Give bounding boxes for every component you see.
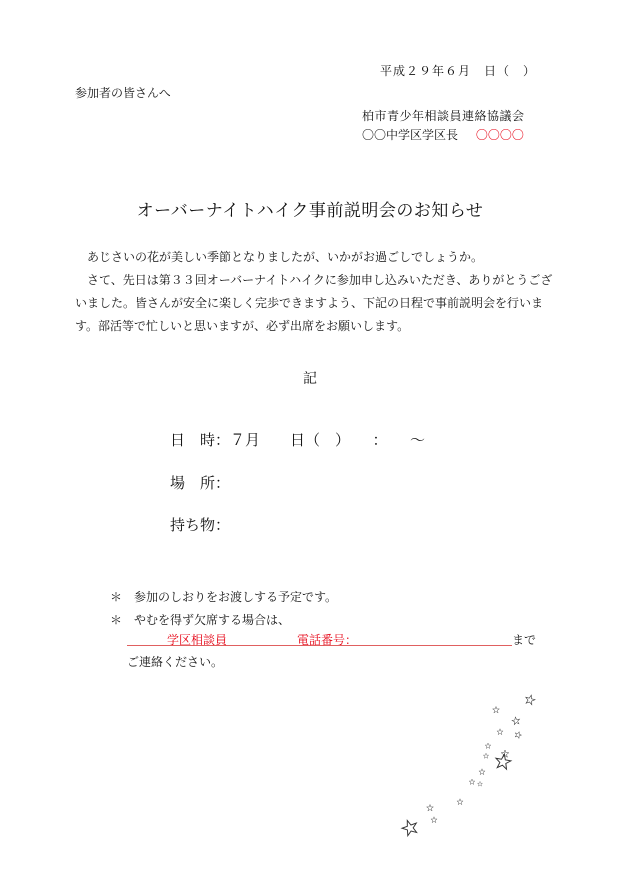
sender-title: 〇〇中学区学区長: [362, 128, 459, 142]
star-icon: [478, 781, 483, 786]
note-2: ＊ やむを得ず欠席する場合は、: [110, 613, 291, 627]
star-icon: [483, 753, 488, 758]
star-icon: [469, 779, 475, 784]
body-paragraph-1: あじさいの花が美しい季節となりましたが、いかがお過ごしでしょうか。: [87, 250, 484, 264]
sender-name: 〇〇〇〇: [475, 128, 524, 142]
star-icon: [427, 805, 434, 811]
page-title: オーバーナイトハイク事前説明会のお知らせ: [136, 201, 484, 221]
note-1: ＊ 参加のしおりをお渡しする予定です。: [110, 590, 338, 604]
addressee: 参加者の皆さんへ: [75, 86, 171, 100]
star-icon: [400, 818, 419, 837]
star-icon: [512, 716, 521, 724]
star-icon: [497, 729, 503, 735]
contact-phone-label: 電話番号：: [297, 633, 358, 647]
contact-person-label: 学区相談員: [167, 633, 228, 647]
detail-place: 場 所：: [170, 474, 231, 492]
contact-line: [127, 631, 537, 649]
star-icon: [479, 769, 485, 775]
star-icon: [431, 817, 437, 823]
body-paragraph-2: さて、先日は第３３回オーバーナイトハイクに参加申し込みいただき、ありがとうございました。皆さんが安全に楽しく完歩できますよう、下記の日程で事前説明会を行います。部活等で忙しいと思いますが、必ず出席をお願いします。: [75, 273, 553, 333]
star-icon: [493, 707, 500, 713]
star-icon: [485, 743, 491, 748]
sender-line: [362, 126, 524, 143]
star-decoration: [390, 688, 550, 848]
date-line: 平成２９年６月 日（ ）: [380, 64, 537, 78]
star-icon: [457, 799, 463, 805]
body-text: [75, 246, 555, 338]
detail-date: 日 時：７月 日（ ） ： ～: [170, 431, 426, 449]
contact-until: まで: [512, 633, 537, 647]
notice-mark: 記: [303, 371, 317, 387]
star-icon: [524, 694, 536, 705]
note-3: ご連絡ください。: [127, 655, 224, 669]
star-icon: [514, 731, 522, 739]
detail-items: 持ち物：: [170, 516, 231, 534]
sender-organization: 柏市青少年相談員連絡協議会: [362, 109, 525, 123]
